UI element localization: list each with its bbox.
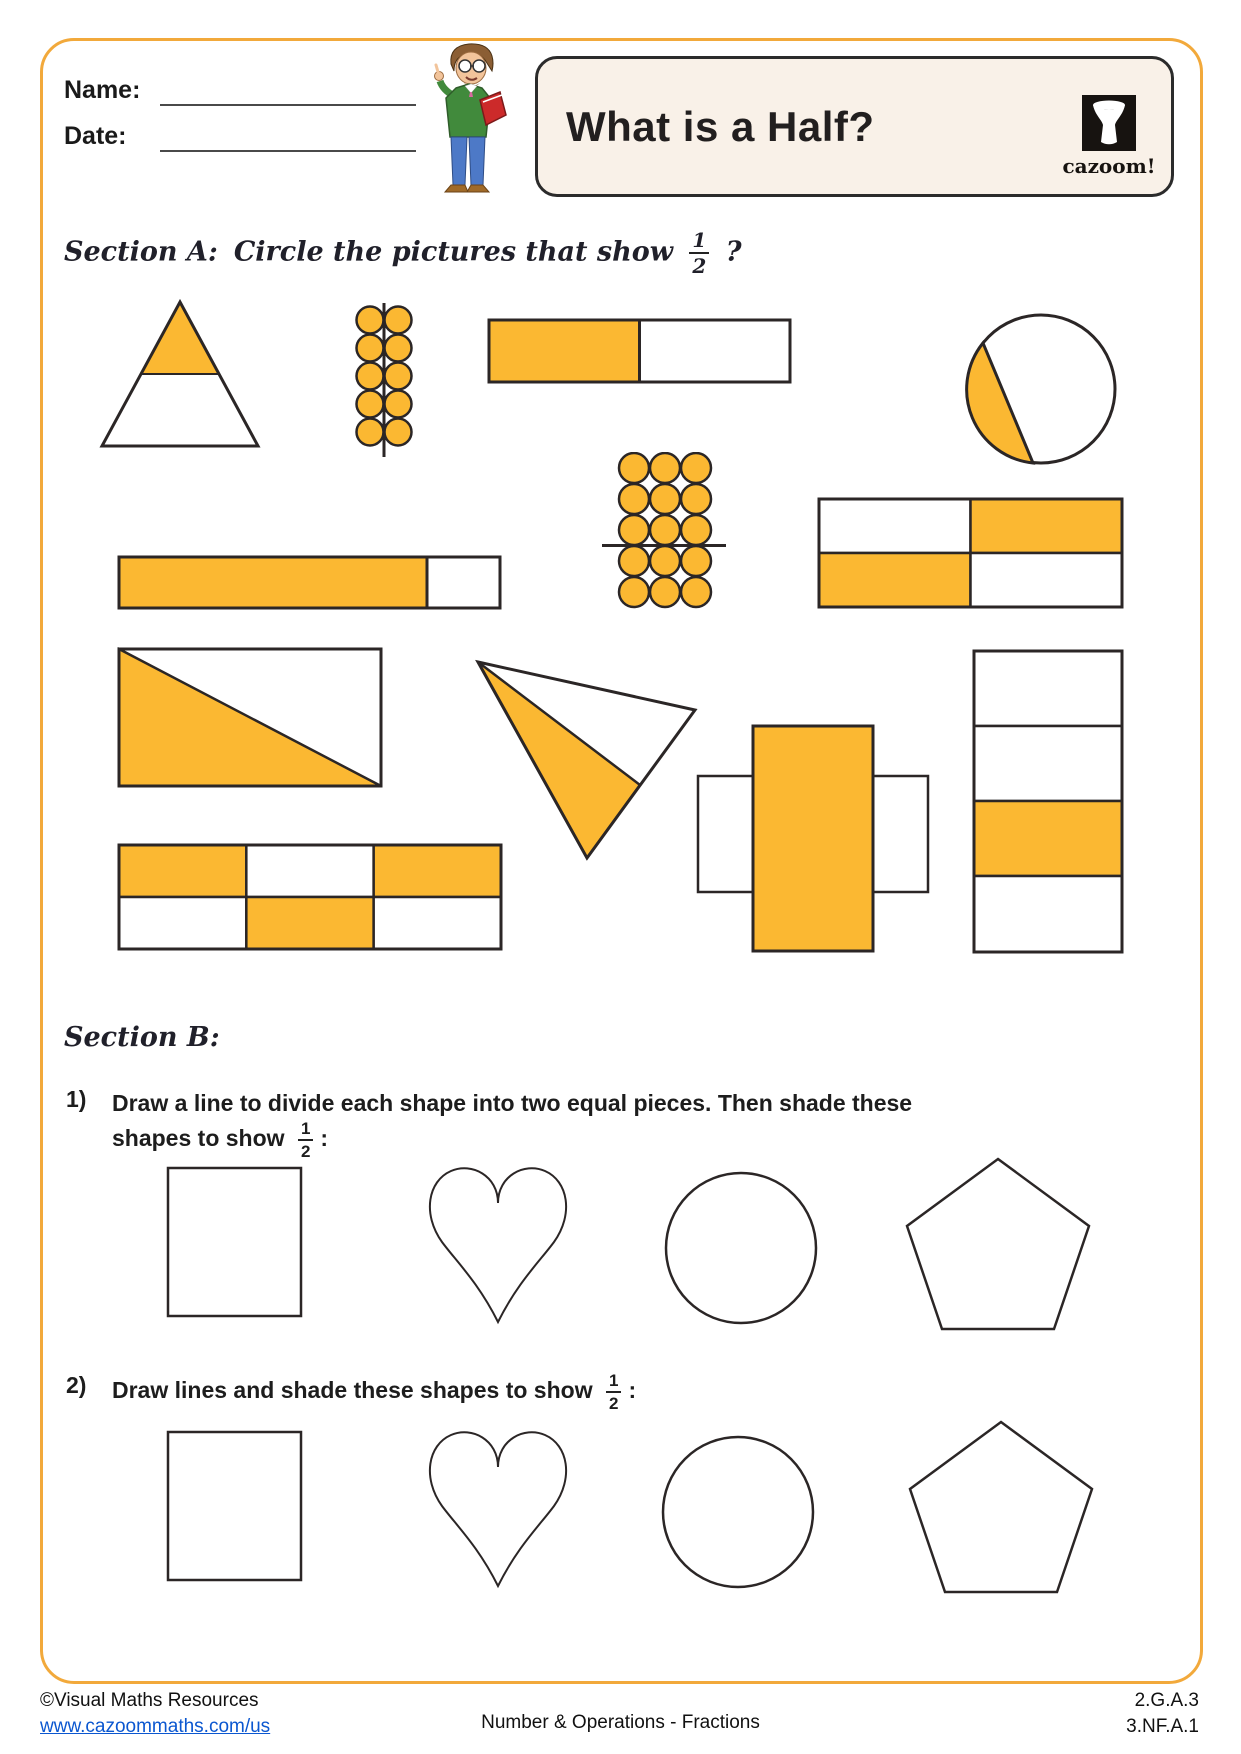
figure-fifteen-counters-split-by-horizontal-line[interactable] xyxy=(598,452,730,620)
figure-circle-segment-shaded[interactable] xyxy=(962,310,1120,468)
question-2-number: 2) xyxy=(66,1372,87,1398)
figure-bar-four-fifths-shaded[interactable] xyxy=(117,555,502,610)
cazoom-drum-icon xyxy=(1082,95,1136,153)
section-a-prompt: Circle the pictures that show xyxy=(233,236,673,268)
shape-square-outline-2[interactable] xyxy=(166,1430,303,1582)
page-title: What is a Half? xyxy=(566,102,875,150)
title-box xyxy=(535,56,1174,197)
section-b-heading xyxy=(64,1022,220,1053)
fraction-one-half: $\frac{1}{2}$ xyxy=(689,230,709,276)
shape-circle-outline-2[interactable] xyxy=(660,1434,816,1590)
name-label: Name: xyxy=(64,76,141,104)
cazoom-logo xyxy=(1059,95,1159,178)
standard-code-1: 2.G.A.3 xyxy=(1134,1690,1199,1711)
cazoom-logo-text: cazoom! xyxy=(1062,154,1156,178)
section-a-label: Section A: xyxy=(64,236,218,268)
name-input-line[interactable] xyxy=(160,104,416,106)
figure-grid-2x2-checker-shaded[interactable] xyxy=(817,497,1124,609)
figure-ten-counters-split-by-vertical-line[interactable] xyxy=(350,300,418,460)
figure-grid-3x2-checker-shaded[interactable] xyxy=(117,843,503,951)
section-b-label: Section B: xyxy=(64,1022,220,1053)
shape-pentagon-outline-2[interactable] xyxy=(906,1418,1096,1596)
figure-triangle-unequal-split-shaded[interactable] xyxy=(468,656,703,861)
shape-heart-outline-2[interactable] xyxy=(406,1422,590,1592)
section-a-heading xyxy=(64,230,742,276)
footer-topic: Number & Operations - Fractions xyxy=(481,1712,760,1733)
figure-triangle-top-half-shaded[interactable] xyxy=(98,298,262,450)
date-label: Date: xyxy=(64,122,127,150)
question-1-number: 1) xyxy=(66,1086,87,1112)
shape-square-outline-1[interactable] xyxy=(166,1166,303,1318)
shape-pentagon-outline-1[interactable] xyxy=(903,1155,1093,1333)
question-2-text: Draw lines and shade these shapes to show $\frac{1}{2}$ : xyxy=(112,1371,637,1413)
teacher-cartoon-illustration xyxy=(423,40,515,205)
figure-rectangle-diagonal-half-shaded[interactable] xyxy=(117,647,383,788)
footer-copyright: ©Visual Maths Resources xyxy=(40,1690,259,1711)
figure-cross-centre-column-shaded[interactable] xyxy=(696,724,930,954)
fraction-one-half: $\frac{1}{2}$ xyxy=(298,1120,313,1160)
figure-strip-of-four-one-shaded[interactable] xyxy=(972,649,1124,956)
question-1-text: Draw a line to divide each shape into two equal pieces. Then shade these shapes to show $\frac{1}{2}$ : xyxy=(112,1090,913,1161)
shape-heart-outline-1[interactable] xyxy=(406,1158,590,1328)
section-a-suffix: ? xyxy=(725,236,742,268)
standard-code-2: 3.NF.A.1 xyxy=(1126,1716,1199,1737)
shape-circle-outline-1[interactable] xyxy=(663,1170,819,1326)
footer-website-link[interactable]: www.cazoommaths.com/us xyxy=(40,1716,271,1737)
date-input-line[interactable] xyxy=(160,150,416,152)
fraction-one-half: $\frac{1}{2}$ xyxy=(606,1372,621,1412)
figure-bar-left-half-shaded[interactable] xyxy=(487,318,792,384)
